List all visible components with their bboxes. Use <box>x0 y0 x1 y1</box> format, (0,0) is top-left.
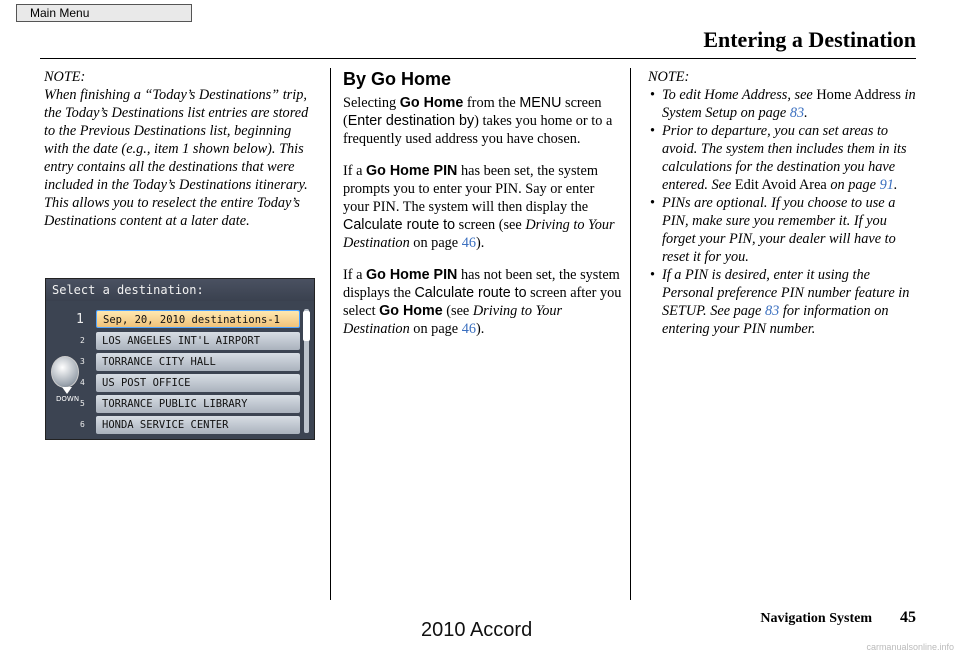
paragraph-3: If a Go Home PIN has not been set, the system displays the Calculate route to screen after you select Go Home (see Driving to Your Destination on page 46). <box>343 267 622 337</box>
scrollbar-thumb <box>303 311 310 341</box>
column-divider <box>330 68 331 600</box>
destination-row-4[interactable]: US POST OFFICE <box>96 374 300 392</box>
destination-row-2[interactable]: LOS ANGELES INT'L AIRPORT <box>96 332 300 350</box>
page-link[interactable]: 83 <box>789 105 805 121</box>
page-link[interactable]: 91 <box>879 177 894 193</box>
footer-section-name: Navigation System <box>760 611 872 626</box>
title-rule <box>40 58 916 59</box>
row-number: 2 <box>80 336 85 345</box>
row-number: 5 <box>80 399 85 408</box>
down-arrow-icon <box>62 387 72 394</box>
screen-title: Select a destination: <box>46 279 314 301</box>
main-menu-button[interactable]: Main Menu <box>16 4 192 22</box>
page-link[interactable]: 46 <box>461 235 477 251</box>
page-number: 45 <box>900 609 916 626</box>
destination-row-5[interactable]: TORRANCE PUBLIC LIBRARY <box>96 395 300 413</box>
watermark: carmanualsonline.info <box>866 642 954 652</box>
row-number: 1 <box>76 312 84 327</box>
page-link[interactable]: 83 <box>764 303 780 319</box>
list-item: • To edit Home Address, see Home Address in System Setup on page 83. <box>648 86 920 122</box>
list-item: • If a PIN is desired, enter it using the Personal preference PIN number feature in SETUP. See page 83 for information on entering your PIN number. <box>648 266 920 338</box>
page-title: Entering a Destination <box>703 27 916 52</box>
destination-row-6[interactable]: HONDA SERVICE CENTER <box>96 416 300 434</box>
down-label: DOWN <box>56 395 80 403</box>
row-number: 4 <box>80 378 85 387</box>
section-heading: By Go Home <box>343 69 452 89</box>
left-column <box>44 68 316 230</box>
destination-row-3[interactable]: TORRANCE CITY HALL <box>96 353 300 371</box>
row-number: 3 <box>80 357 85 366</box>
footer-model: 2010 Accord <box>421 619 533 641</box>
note-label: NOTE: <box>648 69 690 85</box>
row-number: 6 <box>80 420 85 429</box>
note-label: NOTE: <box>44 69 86 85</box>
list-item: • Prior to departure, you can set areas to avoid. The system then includes them in its calculations for the destination you have entered. See Edit Avoid Area on page 91. <box>648 122 920 194</box>
list-item: • PINs are optional. If you choose to use a PIN, make sure you remember it. If you forget your PIN, your dealer will have to reset it for you. <box>648 194 920 266</box>
note-text: When finishing a “Today’s Destinations” trip, the Today’s Destinations list entries are stored to the Previous Destinations list, beginning with the date (e.g., item 1 shown below). This entry contains all the destinations that were included in the Today’s Destinations itinerary. This allows you to reselect the entire Today’s Destinations content at a later date. <box>44 87 309 229</box>
paragraph-2: If a Go Home PIN has been set, the system prompts you to enter your PIN. Say or enter your PIN. The system will then display the Calculate route to screen (see Driving to Your Destination on page 46). <box>343 163 615 251</box>
column-divider <box>630 68 631 600</box>
middle-column <box>343 68 623 352</box>
joystick-knob-icon <box>51 356 79 388</box>
notes-list <box>648 86 920 338</box>
right-column <box>648 68 920 338</box>
paragraph-1: Selecting Go Home from the MENU screen (Enter destination by) takes you home or to a frequently used address you have chosen. <box>343 95 613 147</box>
select-destination-screenshot <box>45 278 315 440</box>
page-link[interactable]: 46 <box>461 321 477 337</box>
destination-row-1[interactable]: Sep, 20, 2010 destinations-1 <box>96 310 300 328</box>
